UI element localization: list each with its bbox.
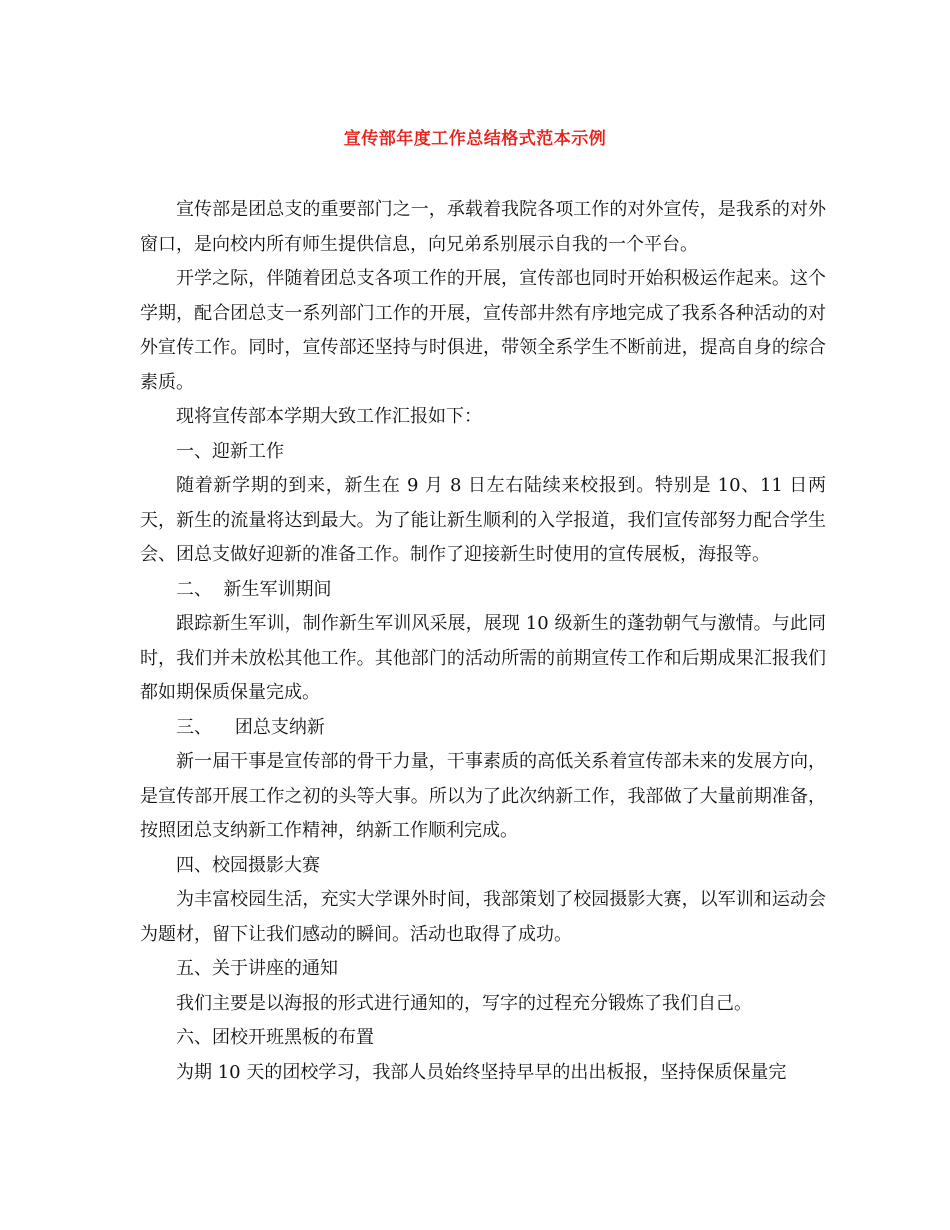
paragraph-section-4: 为丰富校园生活，充实大学课外时间，我部策划了校园摄影大赛，以军训和运动会为题材，留下让我们感动的瞬间。活动也取得了成功。 bbox=[140, 889, 826, 945]
section-heading-1: 一、迎新工作 bbox=[176, 440, 284, 462]
paragraph-semester-start: 开学之际，伴随着团总支各项工作的开展，宣传部也同时开始积极运作起来。这个学期，配合团总支一系列部门工作的开展，宣传部井然有序地完成了我系各种活动的对外宣传工作。同时，宣传部还坚持与时俱进，带领全系学生不断前进，提高自身的综合素质。 bbox=[140, 268, 826, 393]
paragraph-section-3: 新一届干事是宣传部的骨干力量，干事素质的高低关系着宣传部未来的发展方向，是宣传部开展工作之初的头等大事。所以为了此次纳新工作，我部做了大量前期准备，按照团总支纳新工作精神，纳新工作顺利完成。 bbox=[140, 751, 826, 841]
paragraph-section-1: 随着新学期的到来，新生在 9 月 8 日左右陆续来校报到。特别是 10、11 日两天，新生的流量将达到最大。为了能让新生顺利的入学报道，我们宣传部努力配合学生会、团总支做好迎新的准备工作。制作了迎接新生时使用的宣传展板，海报等。 bbox=[140, 475, 826, 565]
section-heading-5: 五、关于讲座的通知 bbox=[176, 958, 338, 979]
section-heading-2: 二、 新生军训期间 bbox=[176, 578, 332, 600]
paragraph-section-2: 跟踪新生军训，制作新生军训风采展，展现 10 级新生的蓬勃朝气与激情。与此同时，我们并未放松其他工作。其他部门的活动所需的前期宣传工作和后期成果汇报我们都如期保质保量完成。 bbox=[140, 613, 826, 703]
paragraph-report-intro: 现将宣传部本学期大致工作汇报如下： bbox=[176, 406, 482, 427]
section-heading-3: 三、 团总支纳新 bbox=[176, 716, 325, 738]
paragraph-intro: 宣传部是团总支的重要部门之一，承载着我院各项工作的对外宣传，是我系的对外窗口，是向校内所有师生提供信息，向兄弟系别展示自我的一个平台。 bbox=[140, 199, 826, 255]
document-body bbox=[140, 193, 826, 1090]
paragraph-section-5: 我们主要是以海报的形式进行通知的，写字的过程充分锻炼了我们自己。 bbox=[176, 992, 752, 1014]
section-heading-6: 六、团校开班黑板的布置 bbox=[176, 1027, 374, 1048]
document-title: 宣传部年度工作总结格式范本示例 bbox=[343, 129, 607, 149]
section-heading-4: 四、校园摄影大赛 bbox=[176, 854, 320, 876]
paragraph-section-6: 为期 10 天的团校学习，我部人员始终坚持早早的出出板报，坚持保质保量完 bbox=[176, 1061, 787, 1083]
